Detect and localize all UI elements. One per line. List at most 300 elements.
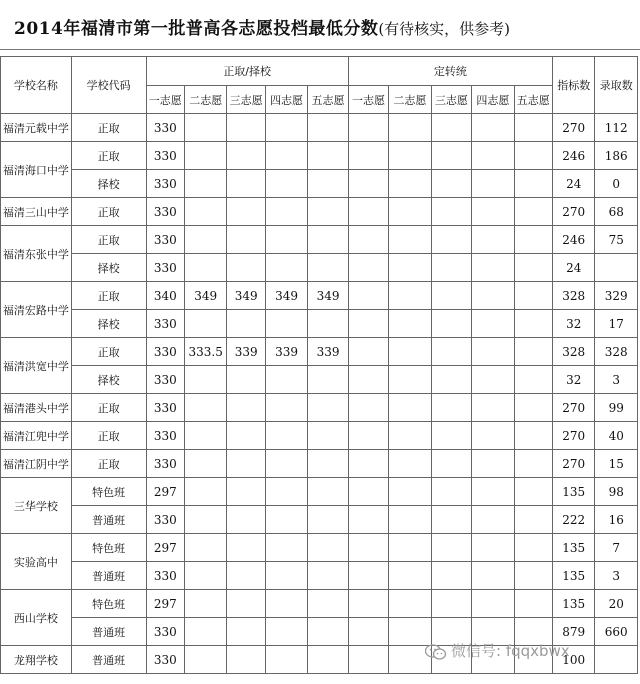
score-cell (184, 142, 226, 170)
enrolled-cell: 98 (595, 478, 638, 506)
score-cell (227, 114, 265, 142)
score-cell (431, 478, 471, 506)
score-cell (431, 422, 471, 450)
score-cell (227, 562, 265, 590)
score-cell (348, 646, 388, 674)
school-name-cell: 福清三山中学 (1, 198, 72, 226)
enrolled-cell: 7 (595, 534, 638, 562)
score-cell: 333.5 (184, 338, 226, 366)
quota-cell: 32 (552, 366, 594, 394)
school-name-cell: 福清港头中学 (1, 394, 72, 422)
score-cell (514, 506, 552, 534)
score-cell: 339 (308, 338, 348, 366)
score-cell (389, 562, 431, 590)
admission-type-cell: 正取 (71, 142, 146, 170)
score-cell (472, 506, 514, 534)
score-cell (389, 394, 431, 422)
score-cell: 330 (146, 366, 184, 394)
score-cell (472, 422, 514, 450)
score-cell (227, 618, 265, 646)
admission-type-cell: 正取 (71, 450, 146, 478)
score-cell: 297 (146, 590, 184, 618)
score-cell: 340 (146, 282, 184, 310)
score-cell (514, 450, 552, 478)
score-cell (227, 478, 265, 506)
score-cell: 297 (146, 478, 184, 506)
score-cell (184, 562, 226, 590)
score-cell (265, 254, 307, 282)
score-cell (227, 226, 265, 254)
table-row (1, 590, 638, 618)
score-cell (431, 254, 471, 282)
score-cell: 330 (146, 562, 184, 590)
score-cell (514, 394, 552, 422)
score-cell (472, 590, 514, 618)
score-cell (265, 562, 307, 590)
quota-cell: 270 (552, 198, 594, 226)
admission-type-cell: 正取 (71, 114, 146, 142)
score-cell: 330 (146, 254, 184, 282)
score-cell (308, 506, 348, 534)
header-choice-admit-3: 三志愿 (227, 86, 265, 114)
score-cell (389, 226, 431, 254)
score-cell: 330 (146, 506, 184, 534)
score-cell: 297 (146, 534, 184, 562)
score-cell (308, 646, 348, 674)
score-cell: 330 (146, 170, 184, 198)
score-cell (184, 114, 226, 142)
score-cell (227, 590, 265, 618)
table-row (1, 114, 638, 142)
watermark (425, 640, 570, 661)
score-cell (227, 450, 265, 478)
header-choice-fixed-5: 五志愿 (514, 86, 552, 114)
score-cell (184, 450, 226, 478)
table-row (1, 422, 638, 450)
enrolled-cell: 17 (595, 310, 638, 338)
score-cell (184, 590, 226, 618)
score-cell (184, 366, 226, 394)
header-group-admit: 正取/择校 (146, 57, 348, 86)
score-cell (472, 226, 514, 254)
enrolled-cell: 112 (595, 114, 638, 142)
quota-cell: 135 (552, 478, 594, 506)
enrolled-cell: 660 (595, 618, 638, 646)
admission-type-cell: 择校 (71, 170, 146, 198)
score-cell (348, 422, 388, 450)
score-cell (514, 338, 552, 366)
quota-cell: 222 (552, 506, 594, 534)
score-cell (348, 478, 388, 506)
score-cell (265, 198, 307, 226)
score-cell (348, 310, 388, 338)
score-cell (514, 534, 552, 562)
admission-type-cell: 正取 (71, 226, 146, 254)
score-cell (227, 170, 265, 198)
score-cell (184, 506, 226, 534)
enrolled-cell: 0 (595, 170, 638, 198)
quota-cell: 24 (552, 170, 594, 198)
score-cell (472, 254, 514, 282)
score-cell (348, 506, 388, 534)
score-cell: 330 (146, 394, 184, 422)
score-cell (472, 310, 514, 338)
quota-cell: 246 (552, 142, 594, 170)
school-name-cell: 福清洪宽中学 (1, 338, 72, 394)
score-cell (389, 450, 431, 478)
table-row (1, 394, 638, 422)
score-cell (265, 590, 307, 618)
score-cell (431, 282, 471, 310)
score-cell (348, 450, 388, 478)
admission-type-cell: 特色班 (71, 478, 146, 506)
quota-cell: 270 (552, 422, 594, 450)
score-cell (389, 422, 431, 450)
score-cell (184, 618, 226, 646)
score-cell (472, 366, 514, 394)
score-cell (348, 142, 388, 170)
quota-cell: 328 (552, 338, 594, 366)
score-cell (472, 534, 514, 562)
score-cell (308, 534, 348, 562)
quota-cell: 24 (552, 254, 594, 282)
school-name-cell: 福清东张中学 (1, 226, 72, 282)
score-cell: 330 (146, 646, 184, 674)
admission-type-cell: 正取 (71, 394, 146, 422)
score-cell (389, 338, 431, 366)
score-cell (514, 590, 552, 618)
quota-cell: 246 (552, 226, 594, 254)
score-cell (348, 254, 388, 282)
table-row (1, 534, 638, 562)
header-school-code: 学校代码 (71, 57, 146, 114)
score-cell (514, 114, 552, 142)
score-cell (265, 114, 307, 142)
header-quota: 指标数 (552, 57, 594, 114)
score-cell: 339 (227, 338, 265, 366)
score-cell: 330 (146, 226, 184, 254)
score-cell (389, 170, 431, 198)
score-cell (184, 310, 226, 338)
admission-type-cell: 正取 (71, 198, 146, 226)
score-cell: 349 (227, 282, 265, 310)
score-cell (308, 142, 348, 170)
score-cell (514, 422, 552, 450)
table-row (1, 338, 638, 366)
quota-cell: 100 (552, 646, 594, 674)
score-cell (389, 254, 431, 282)
enrolled-cell (595, 254, 638, 282)
score-cell (348, 618, 388, 646)
score-cell (389, 534, 431, 562)
score-cell (184, 170, 226, 198)
watermark-label: 微信号: fqqxbwx (451, 642, 570, 660)
score-cell (431, 170, 471, 198)
score-cell (308, 310, 348, 338)
school-name-cell: 实验高中 (1, 534, 72, 590)
score-cell (472, 394, 514, 422)
score-cell (389, 142, 431, 170)
score-cell (472, 114, 514, 142)
score-cell (431, 338, 471, 366)
quota-cell: 879 (552, 618, 594, 646)
score-cell (184, 422, 226, 450)
score-cell (348, 562, 388, 590)
score-cell (227, 310, 265, 338)
table-row (1, 310, 638, 338)
header-choice-fixed-2: 二志愿 (389, 86, 431, 114)
score-cell: 349 (308, 282, 348, 310)
enrolled-cell: 329 (595, 282, 638, 310)
score-cell (227, 198, 265, 226)
score-cell: 330 (146, 114, 184, 142)
score-cell (265, 226, 307, 254)
score-cell: 330 (146, 450, 184, 478)
page-title (14, 14, 510, 39)
score-cell (472, 562, 514, 590)
admission-type-cell: 特色班 (71, 534, 146, 562)
header-group-fixed: 定转统 (348, 57, 552, 86)
enrolled-cell (595, 646, 638, 674)
enrolled-cell: 15 (595, 450, 638, 478)
table-row (1, 142, 638, 170)
score-cell (431, 114, 471, 142)
enrolled-cell: 99 (595, 394, 638, 422)
table-row (1, 506, 638, 534)
score-cell: 349 (184, 282, 226, 310)
score-cell (308, 254, 348, 282)
score-cell (348, 338, 388, 366)
table-row (1, 254, 638, 282)
score-cell (308, 618, 348, 646)
score-cell (348, 198, 388, 226)
score-cell (265, 366, 307, 394)
score-cell (265, 646, 307, 674)
score-cell (431, 366, 471, 394)
table-row (1, 366, 638, 394)
score-cell (184, 226, 226, 254)
score-cell (431, 534, 471, 562)
score-cell (308, 394, 348, 422)
school-name-cell: 三华学校 (1, 478, 72, 534)
score-cell (308, 226, 348, 254)
score-cell (389, 198, 431, 226)
table-row (1, 478, 638, 506)
score-cell (389, 506, 431, 534)
score-cell (348, 114, 388, 142)
quota-cell: 328 (552, 282, 594, 310)
score-cell (472, 170, 514, 198)
score-cell (265, 534, 307, 562)
score-cell (227, 366, 265, 394)
score-cell (348, 366, 388, 394)
score-cell (514, 562, 552, 590)
score-cell (265, 394, 307, 422)
score-cell (348, 534, 388, 562)
score-cell (308, 562, 348, 590)
score-cell (514, 366, 552, 394)
score-cell (431, 226, 471, 254)
score-cell (184, 478, 226, 506)
score-cell (389, 366, 431, 394)
title-sub: (有待核实，供参考) (378, 20, 511, 38)
school-name-cell: 西山学校 (1, 590, 72, 646)
score-cell (431, 310, 471, 338)
score-cell (308, 422, 348, 450)
score-cell (431, 450, 471, 478)
score-cell (184, 394, 226, 422)
enrolled-cell: 3 (595, 366, 638, 394)
quota-cell: 32 (552, 310, 594, 338)
score-cell (227, 646, 265, 674)
score-cell (184, 198, 226, 226)
title-main: 2014年福清市第一批普高各志愿投档最低分数 (14, 19, 379, 39)
admission-type-cell: 正取 (71, 422, 146, 450)
school-name-cell: 福清江兜中学 (1, 422, 72, 450)
score-cell (514, 226, 552, 254)
score-cell (472, 142, 514, 170)
enrolled-cell: 328 (595, 338, 638, 366)
score-cell (265, 450, 307, 478)
wechat-icon (425, 644, 447, 660)
header-choice-fixed-3: 三志愿 (431, 86, 471, 114)
score-cell (514, 478, 552, 506)
school-name-cell: 龙翔学校 (1, 646, 72, 674)
school-name-cell: 福清元载中学 (1, 114, 72, 142)
enrolled-cell: 68 (595, 198, 638, 226)
score-cell (184, 534, 226, 562)
score-cell (514, 142, 552, 170)
score-cell (389, 590, 431, 618)
enrolled-cell: 186 (595, 142, 638, 170)
score-cell (431, 394, 471, 422)
score-cell (227, 254, 265, 282)
admission-type-cell: 择校 (71, 310, 146, 338)
admission-type-cell: 正取 (71, 338, 146, 366)
admission-type-cell: 普通班 (71, 562, 146, 590)
score-cell (348, 226, 388, 254)
enrolled-cell: 75 (595, 226, 638, 254)
score-cell (308, 590, 348, 618)
table-row (1, 562, 638, 590)
quota-cell: 270 (552, 450, 594, 478)
score-cell (514, 282, 552, 310)
admission-type-cell: 正取 (71, 282, 146, 310)
score-cell (431, 562, 471, 590)
score-cell (265, 142, 307, 170)
score-cell (227, 534, 265, 562)
score-cell (472, 478, 514, 506)
quota-cell: 135 (552, 534, 594, 562)
admission-type-cell: 普通班 (71, 506, 146, 534)
score-cell: 330 (146, 198, 184, 226)
enrolled-cell: 40 (595, 422, 638, 450)
score-cell (472, 338, 514, 366)
score-cell (431, 142, 471, 170)
score-cell (184, 254, 226, 282)
score-cell: 330 (146, 422, 184, 450)
score-cell (514, 310, 552, 338)
table-row (1, 198, 638, 226)
score-cell (431, 590, 471, 618)
table-row (1, 170, 638, 198)
admission-type-cell: 择校 (71, 254, 146, 282)
school-name-cell: 福清江阴中学 (1, 450, 72, 478)
enrolled-cell: 16 (595, 506, 638, 534)
score-cell: 349 (265, 282, 307, 310)
score-cell (514, 170, 552, 198)
quota-cell: 135 (552, 562, 594, 590)
score-cell (348, 590, 388, 618)
score-cell (389, 282, 431, 310)
quota-cell: 135 (552, 590, 594, 618)
score-cell (184, 646, 226, 674)
header-choice-admit-2: 二志愿 (184, 86, 226, 114)
score-cell: 330 (146, 310, 184, 338)
score-cell (227, 142, 265, 170)
header-choice-fixed-4: 四志愿 (472, 86, 514, 114)
score-cell (308, 366, 348, 394)
score-cell: 339 (265, 338, 307, 366)
enrolled-cell: 3 (595, 562, 638, 590)
score-cell (431, 506, 471, 534)
header-choice-fixed-1: 一志愿 (348, 86, 388, 114)
score-cell (227, 394, 265, 422)
score-cell (227, 506, 265, 534)
admission-type-cell: 普通班 (71, 618, 146, 646)
school-name-cell: 福清宏路中学 (1, 282, 72, 338)
header-choice-admit-1: 一志愿 (146, 86, 184, 114)
title-bar (0, 0, 640, 50)
score-cell: 330 (146, 142, 184, 170)
score-cell (472, 198, 514, 226)
score-table (0, 56, 638, 674)
score-cell (227, 422, 265, 450)
score-cell (308, 450, 348, 478)
score-cell (514, 254, 552, 282)
score-cell (308, 170, 348, 198)
score-cell (348, 282, 388, 310)
table-row (1, 450, 638, 478)
school-name-cell: 福清海口中学 (1, 142, 72, 198)
table-body (1, 114, 638, 674)
admission-type-cell: 择校 (71, 366, 146, 394)
score-cell (514, 198, 552, 226)
quota-cell: 270 (552, 114, 594, 142)
quota-cell: 270 (552, 394, 594, 422)
header-school-name: 学校名称 (1, 57, 72, 114)
admission-type-cell: 普通班 (71, 646, 146, 674)
score-cell (389, 310, 431, 338)
score-cell (308, 478, 348, 506)
score-cell (472, 450, 514, 478)
score-cell (472, 282, 514, 310)
score-cell (389, 478, 431, 506)
score-cell (348, 394, 388, 422)
score-cell: 330 (146, 338, 184, 366)
score-cell: 330 (146, 618, 184, 646)
table-row (1, 226, 638, 254)
score-cell (265, 310, 307, 338)
score-cell (348, 170, 388, 198)
score-cell (265, 618, 307, 646)
score-cell (431, 198, 471, 226)
score-cell (265, 506, 307, 534)
score-cell (389, 114, 431, 142)
score-cell (308, 114, 348, 142)
header-choice-admit-5: 五志愿 (308, 86, 348, 114)
score-cell (265, 422, 307, 450)
